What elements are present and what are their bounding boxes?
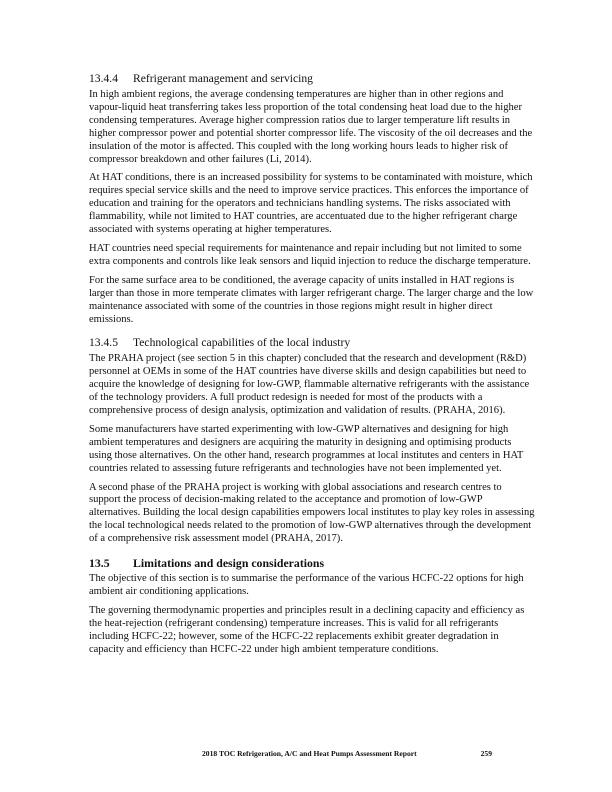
- footer-report-title: 2018 TOC Refrigeration, A/C and Heat Pumps Assessment Report: [202, 749, 417, 758]
- paragraph: For the same surface area to be conditioned, the average capacity of units installed in HAT regions is larger than those in more temperate climates with larger refrigerant charge. The larger charge and the low maintenance associated with some of the countries in those regions might result in higher direct emissions.: [89, 274, 534, 325]
- paragraph: Some manufacturers have started experimenting with low-GWP alternatives and designing for high ambient temperatures and designers are acquiring the maturity in designing and optimising products using those alternatives. On the other hand, research programmes at local institutes and centers in HAT countries related to assessing future refrigerants and technologies have not been implemented yet.: [89, 423, 524, 474]
- paragraph: At HAT conditions, there is an increased possibility for systems to be contaminated with moisture, which requires special service skills and the need to improve service practices. This enforces the importance of education and training for the operators and technicians handling systems. The risks associated with flammability, while not limited to HAT countries, are accentuated due to the higher refrigerant charge associated with systems operating at higher temperatures.: [89, 172, 533, 236]
- document-page: [89, 72, 535, 663]
- section-heading-13-4-4: [89, 72, 535, 86]
- section-title: Technological capabilities of the local industry: [133, 336, 351, 350]
- paragraph: In high ambient regions, the average condensing temperatures are higher than in other regions and vapour-liquid heat transferring takes less proportion of the total condensing heat load due to the higher condensing temperatures. Average higher compression ratios due to larger temperature lift results in higher compressor power and potential shorter compressor life. The viscosity of the oil decreases and the insulation of the motor is affected. This coupled with the long working hours leads to higher risk of compressor breakdown and other failures (Li, 2014).: [89, 89, 533, 165]
- page-number: 259: [480, 749, 492, 758]
- paragraph: HAT countries need special requirements for maintenance and repair including but not limited to some extra components and controls like leak sensors and liquid injection to reduce the discharge temperature.: [89, 242, 531, 267]
- section-number: 13.4.5: [89, 336, 118, 350]
- paragraph: The PRAHA project (see section 5 in this chapter) concluded that the research and development (R&D) personnel at OEMs in some of the HAT countries have diverse skills and design capabilities but need to acquire the knowledge of designing for low-GWP, flammable alternative refrigerants with the assistance of the technology providers. A full product redesign is needed for most of the products with a comprehensive process of design analysis, optimization and validation of results. (PRAHA, 2016).: [89, 353, 530, 417]
- paragraph: A second phase of the PRAHA project is working with global associations and research centres to support the process of decision-making related to the acceptance and promotion of low-GWP alternatives. Building the local design capabilities empowers local institutes to play key roles in assessing the local technological needs related to the promotion of low-GWP alternatives through the development of a comprehensive risk assessment model (PRAHA, 2017).: [89, 481, 535, 545]
- section-title: Limitations and design considerations: [133, 556, 325, 571]
- section-heading-13-4-5: [89, 336, 535, 350]
- section-title: Refrigerant management and servicing: [133, 72, 313, 85]
- paragraph: The objective of this section is to summarise the performance of the various HCFC-22 options for high ambient air conditioning applications.: [89, 573, 524, 597]
- section-heading-13-5: [89, 556, 535, 570]
- section-number: 13.5: [89, 556, 110, 571]
- page-footer: [202, 749, 492, 758]
- paragraph: The governing thermodynamic properties and principles result in a declining capacity and efficiency as the heat-rejection (refrigerant condensing) temperature increases. This is valid for all refrigerants including HCFC-22; however, some of the HCFC-22 replacements exhibit greater degradation in capacity and efficiency than HCFC-22 under high ambient temperature conditions.: [89, 604, 525, 655]
- section-number: 13.4.4: [89, 72, 118, 85]
